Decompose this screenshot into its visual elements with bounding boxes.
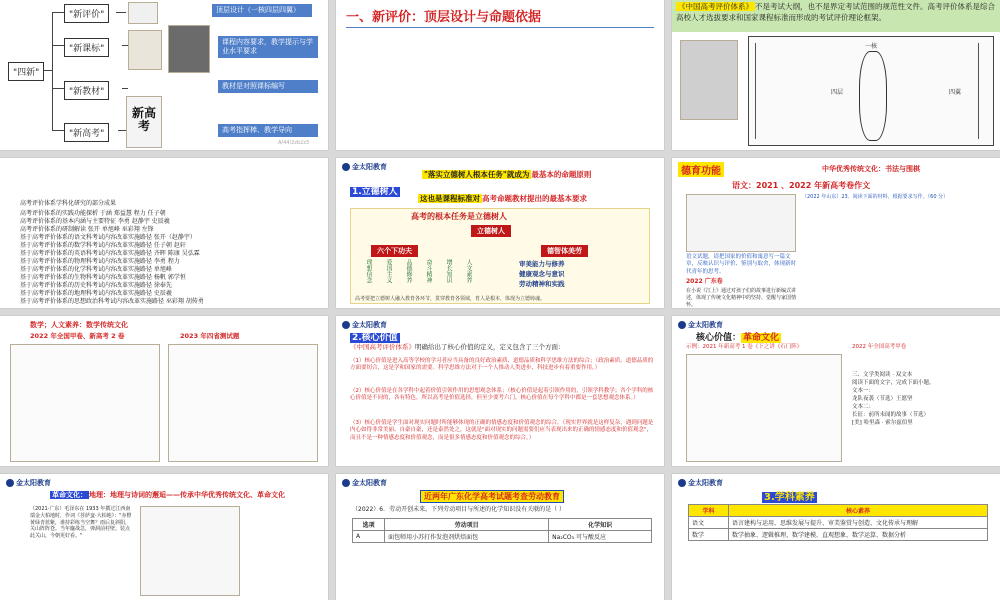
slide-thumbnail-10[interactable] (0, 474, 328, 600)
pillar-3: 品德修养 (405, 259, 412, 283)
diagram-wings: 四翼 (949, 89, 962, 96)
reading-col-2: 阅读下面的文字，完成下面小题。 (852, 380, 935, 386)
question-paragraph: （2022 年山东）23．阅读下面的材料，根据要求写作。（60 分） (802, 194, 949, 200)
passage-image (686, 354, 842, 462)
note-bar-2: 课程内容要求，教学提示与学业水平要求 (218, 36, 318, 58)
table-header: 核心素养 (729, 505, 988, 517)
logo-icon (342, 163, 350, 171)
right-item-2: 健康观念与意识 (519, 270, 565, 278)
mindmap-root: "四新" (8, 62, 44, 81)
map-image (140, 506, 240, 596)
research-line-9: 基于高考评价体系的生物科考试内容改革实施路径 杨帆 郭学恒 (20, 274, 186, 281)
pillar-4: 奋斗精神 (425, 259, 432, 283)
slide-thumbnail-1[interactable] (0, 0, 328, 150)
diagram-left-head: 六个下功夫 (371, 245, 418, 257)
evaluation-diagram (748, 36, 994, 146)
head-rest: 地理：地理与诗词的邂逅——传承中华优秀传统文化、革命文化 (89, 491, 285, 499)
diagram-footer: 高考要把立德树人融入教育各环节，贯穿教育各领域，育人是根本，体现为立德铸魂。 (355, 296, 546, 302)
slide-title: 一、新评价：顶层设计与命题依据 (346, 10, 542, 25)
table-header: 劳动项目 (385, 519, 549, 531)
book-thumbnail-1 (128, 2, 158, 24)
calligraphy-image (686, 194, 796, 252)
mindmap-node-2: "新课标" (64, 38, 109, 57)
mission-diagram (350, 208, 650, 304)
slide-thumbnail-9[interactable] (672, 316, 1000, 466)
intro-text: 不是考试大纲，也不是界定考试范围的规范性文件。高考评价体系是综合高校人才选拔要求和国家课程标准而形成的考试评价理论框架。 (676, 2, 995, 22)
logo-icon (342, 479, 350, 487)
pillar-2: 爱国主义 (385, 259, 392, 283)
reading-col-6: 长征：前所未闻的故事（节选） (852, 412, 930, 418)
exam-note: 2022 年全国高考甲卷 (852, 344, 907, 350)
research-line-10: 基于高考评价体系的历史科考试内容改革实施路径 徐奉先 (20, 282, 172, 289)
slide-thumbnail-7[interactable] (0, 316, 328, 466)
note-bar-1: 顶层设计（一核四层四翼） (212, 4, 312, 17)
research-line-6: 基于高考评价体系的英语科考试内容改革实施路径 齐晖 陈康 吴弘霖 (20, 250, 200, 257)
cover-image: 新高考 (126, 96, 162, 148)
reading-col-3: 文本一： (852, 388, 875, 394)
slide-footer: A/44/2zb2z3 (278, 140, 310, 146)
table-header: 学科 (689, 505, 729, 517)
slide-subtitle: 中华优秀传统文化：书法与围棋 (822, 165, 920, 173)
logo-text: 金太阳教育 (688, 321, 723, 329)
table-cell: Na₂CO₃ 可与酸反应 (549, 531, 652, 543)
table-cell: A (353, 531, 385, 543)
definition-3: （3）核心价值是学生面对现实问题时所能够体现的正确的情感态度和价值观念的综合。（现实世界就是这样复杂，遇到问题是内心如得非常美丽、自豪自豪，还是泰然处之，这就是"面对现实的问题需要们应当表现出来的正确的情感态度和价值观念"，而且不是一种情感态度和价值观念，而是很多情感态度和价值观念的综合。） (350, 420, 654, 441)
question-body: （2021·广东）毛泽东在 1933 年撰过江西南瑞金大柏地时，作词《菩萨蛮·大柏地》："赤橙黄绿青蓝紫，谁持彩练当空舞？雨后复斜阳，关山阵阵苍。当年鏖战急，弹洞前村壁。装点此关山，今朝更好看。" (30, 506, 132, 539)
principle-rest: 最基本的命题原则 (531, 170, 592, 179)
diagram-banner: 高考的根本任务是立德树人 (411, 212, 507, 221)
table-row (689, 529, 988, 541)
analysis-paragraph: 语文试题，请把国家的价值和寓意写一篇文章，反映认识与评价、鉴别与取舍，体现新时代青年的思考。 (686, 254, 797, 275)
table-cell: 语文 (689, 517, 729, 529)
reading-col-1: 三、文学类阅读 · 双文本 (852, 372, 913, 378)
research-line-12: 基于高考评价体系的思想政治科考试内容改革实施路径 巫彩翔 胡传勇 (20, 298, 204, 305)
diagram-core: 一核 (865, 43, 878, 50)
requirement-prefix: 这也是课程标准对 (420, 194, 480, 203)
reading-col-7: [美] 哈里森 · 索尔兹伯里 (852, 420, 913, 426)
slide-thumbnail-12[interactable] (672, 474, 1000, 600)
title-prefix: 核心价值： (696, 333, 742, 343)
note-bar-3: 教材是对照课标编写 (218, 80, 318, 93)
question-text: （2022）6．劳动开创未来。下列劳动项目与所述的化学知识没有关联的是（ ） (352, 506, 565, 513)
table-row (353, 531, 652, 543)
pillar-5: 增长知识 (445, 259, 452, 283)
story-paragraph: 在小说《江上》通过对孩子们的故事进行新编式讲述，体现了传统文化精神中的坚持、觉醒与家国情怀。 (686, 288, 797, 308)
slide-title: 3.学科素养 (764, 492, 815, 503)
logo-text: 金太阳教育 (352, 163, 387, 171)
research-line-3: 高考评价体系的研制解读 张开 单旭峰 巫彩翔 左锋 (20, 226, 154, 233)
pillar-1: 理想信念 (365, 259, 372, 283)
right-item-1: 审美能力与修养 (519, 260, 565, 268)
logo-text: 金太阳教育 (352, 479, 387, 487)
slide-thumbnail-11[interactable] (336, 474, 664, 600)
slide-title: 德育功能 (678, 162, 724, 177)
right-item-3: 劳动精神和实践 (519, 280, 565, 288)
book-title: 《中国高考评价体系》 (678, 2, 753, 11)
research-line-7: 基于高考评价体系的物理科考试内容改革实施路径 李勇 程力 (20, 258, 180, 265)
math-question-image-1 (10, 344, 160, 462)
research-line-2: 高考评价体系的基本内涵与主要特征 李勇 赵静宇 史辰羲 (20, 218, 170, 225)
reading-col-4: 龙队夜袭（节选）王愿坚 (852, 396, 913, 402)
book-cover (680, 40, 738, 120)
slide-thumbnail-4[interactable] (0, 158, 328, 308)
slide-thumbnail-3[interactable] (672, 0, 1000, 150)
table-header: 选项 (353, 519, 385, 531)
section-label: 2.核心价值 (352, 333, 398, 343)
table-cell: 数学 (689, 529, 729, 541)
title-main: 革命文化 (743, 333, 780, 343)
literacy-table (688, 504, 988, 541)
reading-col-5: 文本二： (852, 404, 875, 410)
exam-source-1: 2022 年全国甲卷、新高考 2 卷 (30, 332, 125, 340)
definition-2: （2）核心价值是在各学科中起着价值引领作用的思想观念体系；（核心价值是起着引领作用的，引领学科教学；各个学科的核心价值是不同的，各有特色，所以高考是价值选择，但至少要考六门，核心价值在每个学科中都是一套思想观念体系。） (350, 388, 654, 402)
pillar-6: 人文素养 (465, 259, 472, 283)
research-line-11: 基于高考评价体系的地理科考试内容改革实施路径 史辰羲 (20, 290, 172, 297)
research-line-1: 高考评价体系的实践功能探析 于涵 郑益慧 程力 任子朝 (20, 210, 166, 217)
diagram-center: 立德树人 (471, 225, 511, 237)
table-cell: 语言建构与运用、思维发展与提升、审美鉴赏与创造、文化传承与理解 (729, 517, 988, 529)
table-header: 化学知识 (549, 519, 652, 531)
lead-text: 明确给出了核心价值的定义，定义包含了三个方面： (415, 343, 565, 351)
math-question-image-2 (168, 344, 318, 462)
note-bar-4: 高考指挥棒、教学导向 (218, 124, 318, 137)
diagram-layers: 四层 (831, 89, 844, 96)
book-title: 《中国高考评价体系》 (350, 343, 415, 351)
exam-heading: 语文：2021 、2022 年新高考卷作文 (732, 181, 871, 190)
principle-quote: "落实立德树人根本任务"就成为 (424, 170, 530, 179)
logo-text: 金太阳教育 (16, 479, 51, 487)
logo-icon (6, 479, 14, 487)
research-line-8: 基于高考评价体系的化学科考试内容改革实施路径 单旭峰 (20, 266, 172, 273)
research-line-5: 基于高考评价体系的数学科考试内容改革实施路径 任子朝 赵轩 (20, 242, 186, 249)
textbook-photo (168, 25, 210, 73)
exam-source-2: 2023 年四省测试题 (180, 332, 240, 340)
logo-text: 金太阳教育 (688, 479, 723, 487)
slide-title: 近两年广东化学高考试题考查劳动教育 (420, 490, 564, 503)
slide-thumbnail-2[interactable] (336, 0, 664, 150)
logo-icon (678, 321, 686, 329)
mindmap-node-1: "新评价" (64, 4, 109, 23)
slide-thumbnail-6[interactable] (672, 158, 1000, 308)
slide-title: 数学；人文素养：数学传统文化 (30, 321, 128, 329)
slide-thumbnail-8[interactable] (336, 316, 664, 466)
research-line-4: 基于高考评价体系的语文科考试内容改革实施路径 张开（赵静宇） (20, 234, 196, 241)
requirement-rest: 高考命题教材提出的最基本要求 (482, 194, 587, 203)
slide-thumbnail-5[interactable] (336, 158, 664, 308)
labor-table (352, 518, 652, 543)
mindmap-node-4: "新高考" (64, 123, 109, 142)
logo-icon (342, 321, 350, 329)
table-cell: 面包师用小苏打作发泡剂烘焙面包 (385, 531, 549, 543)
mindmap-node-3: "新教材" (64, 81, 109, 100)
year-label: 2022 广东卷 (686, 278, 723, 285)
example-line: 示例：2021 年新高考 1 卷《下之讲《石门阵》 (686, 344, 803, 350)
logo-icon (678, 479, 686, 487)
head-prefix: 革命文化： (52, 491, 87, 499)
logo-text: 金太阳教育 (352, 321, 387, 329)
diagram-right-head: 德智体美劳 (541, 245, 588, 257)
definition-1: （1）核心价值是进入高等学校的学习者应当具备的良好政治素质、道德品质和科学思维方法的综合；（政治素质、道德品质的方面要切合，这是学和国家的需要。科学思维方法对于一个人推动人类进步、科技进步有着重要作用。） (350, 358, 654, 372)
book-thumbnail-2 (128, 30, 162, 70)
research-title: 高考评价体系学科化研究的部分成果 (20, 200, 117, 207)
table-cell: 数学抽象、逻辑推理、数学建模、直观想象、数学运算、数据分析 (729, 529, 988, 541)
table-row (689, 517, 988, 529)
section-label: 1.立德树人 (352, 187, 398, 197)
